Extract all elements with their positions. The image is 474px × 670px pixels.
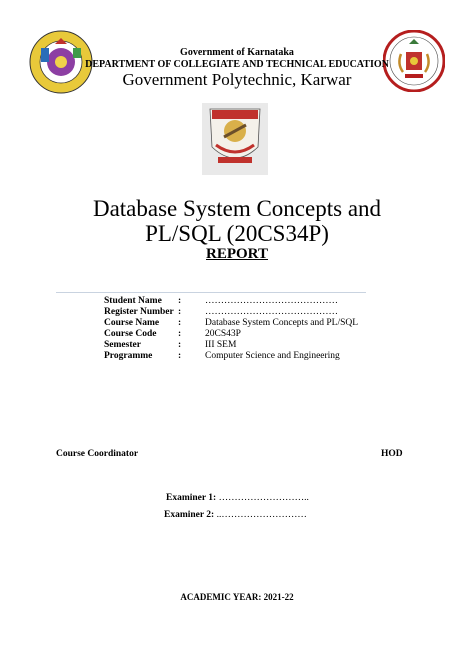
academic-year: ACADEMIC YEAR: 2021-22: [180, 592, 294, 602]
examiner-1-value: ………………………..: [218, 493, 309, 503]
college-emblem-icon: [202, 103, 268, 175]
info-value: ……………………………………: [205, 296, 338, 306]
report-label: REPORT: [206, 246, 268, 262]
info-row-course-name: [104, 318, 404, 329]
info-value: 20CS43P: [205, 329, 241, 339]
report-title-line2: PL/SQL (20CS34P): [145, 221, 329, 246]
examiner-2-line: [164, 510, 307, 520]
info-colon: :: [178, 296, 182, 306]
info-label: Course Name: [104, 318, 160, 328]
info-label: Programme: [104, 351, 153, 361]
info-colon: :: [178, 340, 182, 350]
examiner-1-label: Examiner 1:: [166, 493, 217, 503]
info-label: Register Number: [104, 307, 174, 317]
info-label: Course Code: [104, 329, 157, 339]
info-value: III SEM: [205, 340, 237, 350]
government-heading: Government of Karnataka: [180, 47, 294, 58]
info-colon: :: [178, 351, 182, 361]
info-label: Student Name: [104, 296, 162, 306]
info-colon: :: [178, 318, 182, 328]
info-label: Semester: [104, 340, 141, 350]
examiner-2-value: ..………………………: [216, 510, 307, 520]
info-row-register-number: [104, 307, 404, 318]
info-colon: :: [178, 307, 182, 317]
info-value: ……………………………………: [205, 307, 338, 317]
institution-heading: Government Polytechnic, Karwar: [122, 70, 352, 89]
examiner-2-label: Examiner 2:: [164, 510, 215, 520]
department-heading: DEPARTMENT OF COLLEGIATE AND TECHNICAL EDUCATION: [85, 59, 389, 70]
info-value: Database System Concepts and PL/SQL: [205, 318, 359, 328]
info-row-course-code: [104, 329, 404, 340]
info-value: Computer Science and Engineering: [205, 351, 340, 361]
report-title-line1: Database System Concepts and: [92, 196, 382, 221]
divider: [56, 292, 366, 293]
hod-label: HOD: [381, 449, 403, 459]
info-row-semester: [104, 340, 404, 351]
examiner-1-line: [166, 493, 309, 503]
info-colon: :: [178, 329, 182, 339]
info-row-programme: [104, 351, 404, 362]
info-row-student-name: [104, 296, 404, 307]
course-coordinator-label: Course Coordinator: [56, 449, 139, 459]
